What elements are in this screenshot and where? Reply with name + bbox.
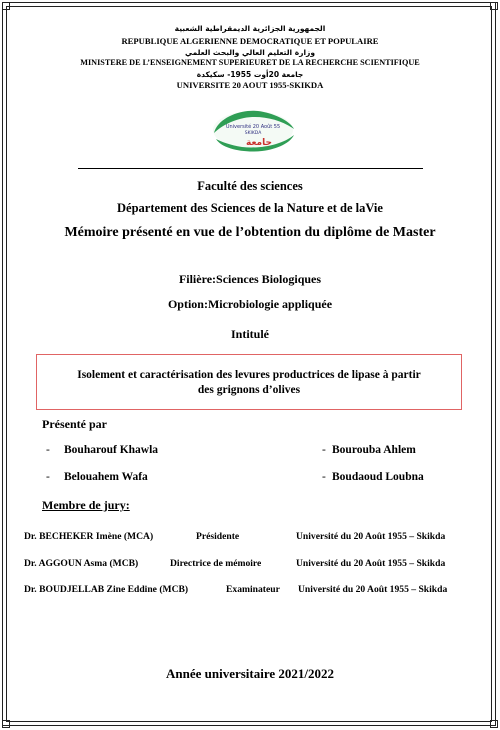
presented-by-label: Présenté par: [42, 417, 107, 431]
thesis-title-line-1: Isolement et caractérisation des levures productrices de lipase à partir: [77, 369, 421, 381]
logo-text-1: Université 20 Août 55: [225, 124, 281, 130]
jury-member-name: Dr. BOUDJELLAB Zine Eddine (MCB): [24, 584, 189, 595]
logo-arabic-calligraphy: جامعة: [246, 138, 272, 148]
student-name-3: Belouahem Wafa: [64, 471, 148, 483]
ministry-line: MINISTERE DE L’ENSEIGNEMENT SUPERIEURET DE LA RECHERCHE SCIENTIFIQUE: [80, 58, 420, 67]
thesis-title-line-2: des grignons d’olives: [197, 384, 301, 396]
arabic-university-line: جامعة 20أوت 1955- سكيكدة: [196, 70, 304, 79]
border-corner: [490, 2, 498, 10]
border-corner: [2, 720, 10, 728]
student-dash: -: [322, 444, 326, 456]
option-line: Option:Microbiologie appliquée: [167, 297, 333, 311]
student-name-4: Boudaoud Loubna: [332, 471, 424, 483]
intitule-label: Intitulé: [230, 327, 269, 341]
student-name-1: Bouharouf Khawla: [64, 444, 159, 456]
university-logo: [208, 107, 298, 154]
jury-member-institution: Université du 20 Août 1955 – Skikda: [298, 584, 448, 595]
filiere-line: Filière:Sciences Biologiques: [178, 272, 322, 286]
border-corner: [2, 2, 10, 10]
student-dash: -: [322, 471, 326, 483]
thesis-title: [36, 368, 462, 398]
jury-member-institution: Université du 20 Août 1955 – Skikda: [296, 531, 446, 542]
university-line: UNIVERSITE 20 AOUT 1955-SKIKDA: [176, 80, 324, 90]
border-corner: [490, 720, 498, 728]
logo-text-2: SKIKDA: [244, 131, 262, 136]
student-dash: -: [46, 444, 50, 456]
horizontal-rule: [78, 168, 423, 169]
faculty-name: Faculté des sciences: [197, 179, 303, 193]
arabic-republic-line: الجمهورية الجزائرية الديمقراطية الشعبية: [174, 24, 326, 33]
jury-label: Membre de jury:: [42, 498, 130, 512]
department-name: Département des Sciences de la Nature et de laVie: [117, 201, 383, 215]
student-dash: -: [46, 471, 50, 483]
memoire-heading: Mémoire présenté en vue de l’obtention du diplôme de Master: [64, 225, 436, 240]
jury-member-role: Directrice de mémoire: [170, 558, 262, 569]
arabic-ministry-line: وزارة التعليم العالي والبحث العلمي: [184, 48, 316, 57]
jury-member-name: Dr. AGGOUN Asma (MCB): [24, 558, 139, 569]
jury-member-role: Présidente: [196, 531, 240, 542]
jury-member-name: Dr. BECHEKER Imène (MCA): [24, 531, 154, 542]
academic-year: Année universitaire 2021/2022: [165, 666, 335, 681]
student-name-2: Bourouba Ahlem: [332, 444, 416, 456]
republic-line: REPUBLIQUE ALGERIENNE DEMOCRATIQUE ET POPULAIRE: [121, 36, 379, 46]
jury-member-institution: Université du 20 Août 1955 – Skikda: [296, 558, 446, 569]
jury-member-role: Examinateur: [226, 584, 280, 595]
